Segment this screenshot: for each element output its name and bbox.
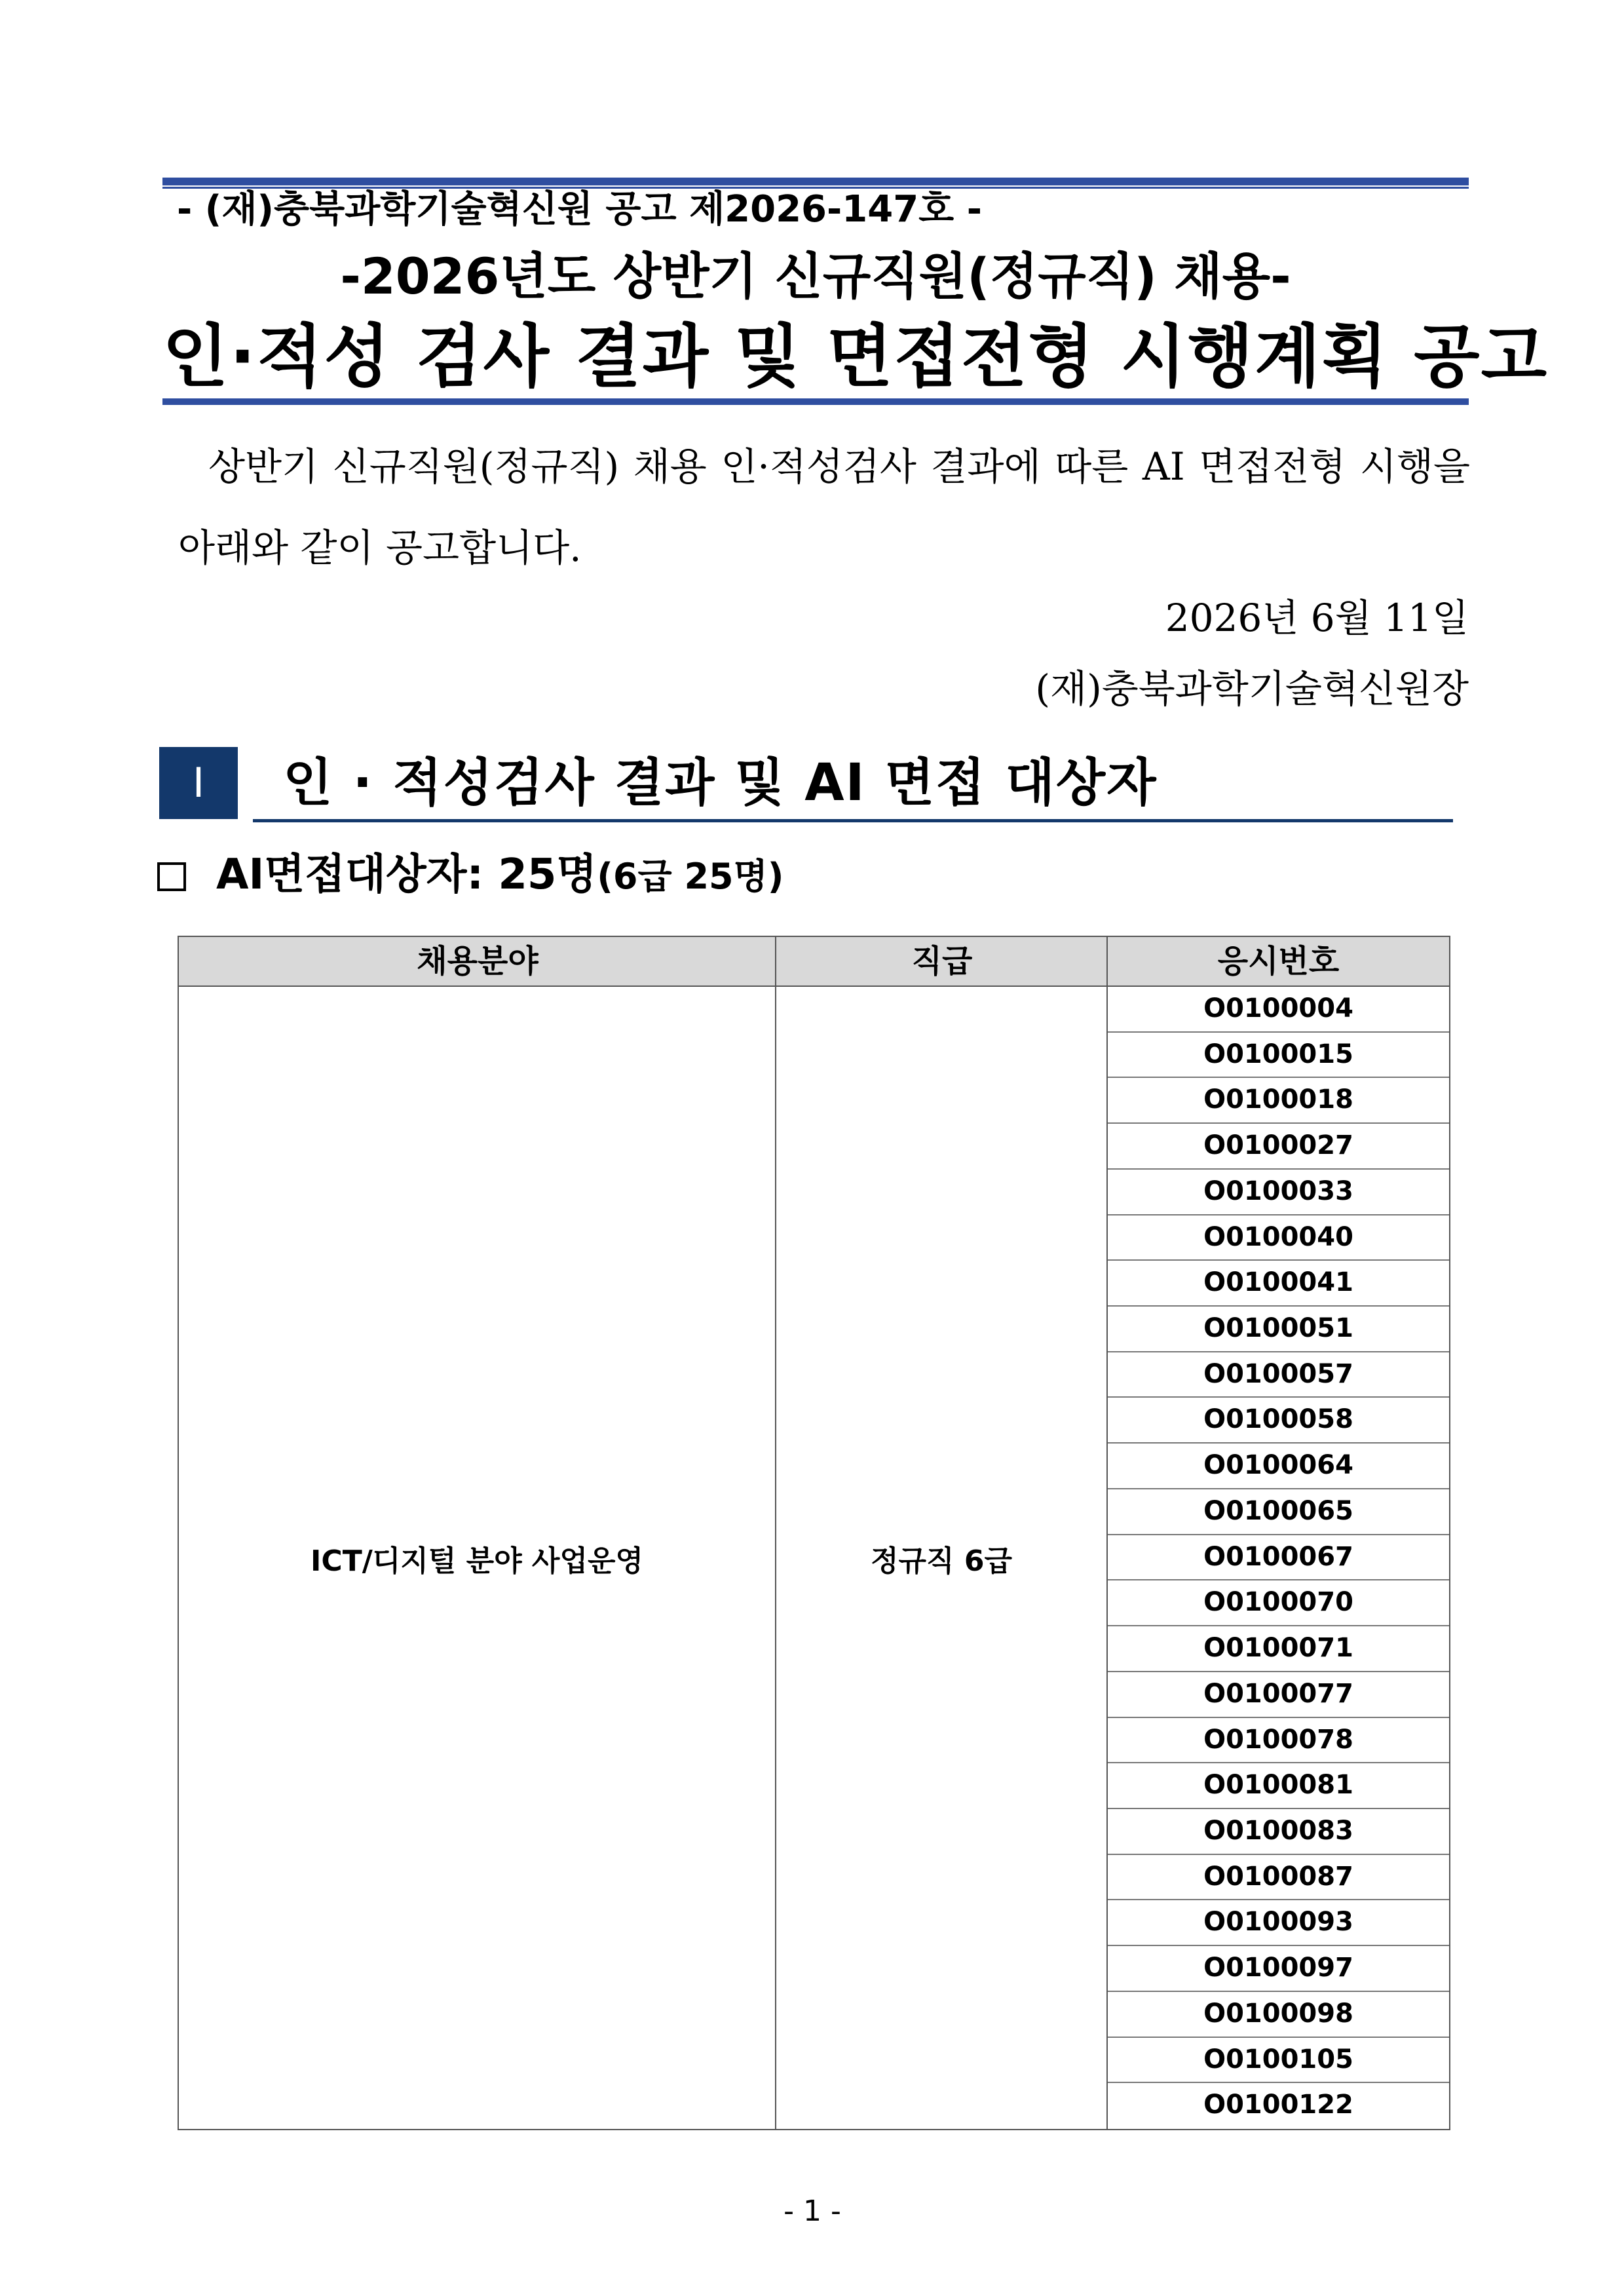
candidate-count-heading [157,845,1402,904]
document-title: 인·적성 검사 결과 및 면접전형 시행계획 공고 [162,316,1549,396]
applicant-number-cell: O0100018 [1108,1078,1449,1124]
applicant-number-cell: O0100058 [1108,1398,1449,1444]
applicant-number-cell: O0100071 [1108,1626,1449,1672]
applicant-number-cell: O0100078 [1108,1718,1449,1764]
header-grade: 직급 [911,943,973,980]
header-field: 채용분야 [417,943,538,980]
applicant-number-cell: O0100087 [1108,1855,1449,1901]
applicant-number-cell: O0100077 [1108,1672,1449,1718]
checkbox-icon [157,862,186,891]
section-number-badge: Ⅰ [159,747,238,819]
issuer: (재)충북과학기술혁신원장 [1035,666,1469,711]
section-title: 인 · 적성검사 결과 및 AI 면접 대상자 [283,754,1158,813]
applicant-number-cell: O0100098 [1108,1992,1449,2038]
applicant-number-cell: O0100057 [1108,1352,1449,1398]
applicant-number-cell: O0100064 [1108,1444,1449,1489]
applicant-number-cell: O0100105 [1108,2038,1449,2084]
applicant-number-cell: O0100027 [1108,1124,1449,1170]
field-value: ICT/디지털 분야 사업운영 [311,1544,643,1578]
table-header-row [179,937,1449,987]
notice-number: - (재)충북과학기술혁신원 공고 제2026-147호 - [177,188,982,231]
header-applicant-number: 응시번호 [1217,943,1340,980]
applicant-number-cell: O0100070 [1108,1580,1449,1626]
section-rule [253,819,1453,822]
applicant-number-cell: O0100065 [1108,1489,1449,1535]
applicant-number-cell: O0100122 [1203,2090,1353,2120]
applicant-number-cell: O0100081 [1108,1763,1449,1809]
candidate-count-detail: (6급 25명) [597,856,784,897]
applicant-number-cell: O0100097 [1108,1946,1449,1992]
candidate-table [178,936,1450,2130]
applicant-number-cell: O0100033 [1108,1170,1449,1215]
applicant-number-cell: O0100051 [1108,1307,1449,1352]
grade-cell [776,987,1106,2129]
applicant-number-list [1108,987,1449,2129]
field-cell [179,987,775,2129]
intro-paragraph: 상반기 신규직원(정규직) 채용 인·적성검사 결과에 따른 AI 면접전형 시행을 아래와 같이 공고합니다. [178,444,1470,570]
announcement-date: 2026년 6월 11일 [1165,596,1469,640]
candidate-count-label: AI면접대상자: 25명 [216,851,597,899]
page-number: - 1 - [784,2194,841,2228]
title-rule [162,398,1469,405]
applicant-number-cell: O0100093 [1108,1900,1449,1946]
grade-value: 정규직 6급 [871,1544,1012,1578]
applicant-number-cell: O0100067 [1108,1535,1449,1581]
applicant-number-cell: O0100083 [1108,1809,1449,1855]
document-subtitle: -2026년도 상반기 신규직원(정규직) 채용- [340,247,1291,305]
applicant-number-cell: O0100015 [1108,1033,1449,1079]
applicant-number-cell: O0100040 [1108,1215,1449,1261]
applicant-number-cell: O0100004 [1108,987,1449,1033]
applicant-number-cell: O0100041 [1108,1261,1449,1307]
